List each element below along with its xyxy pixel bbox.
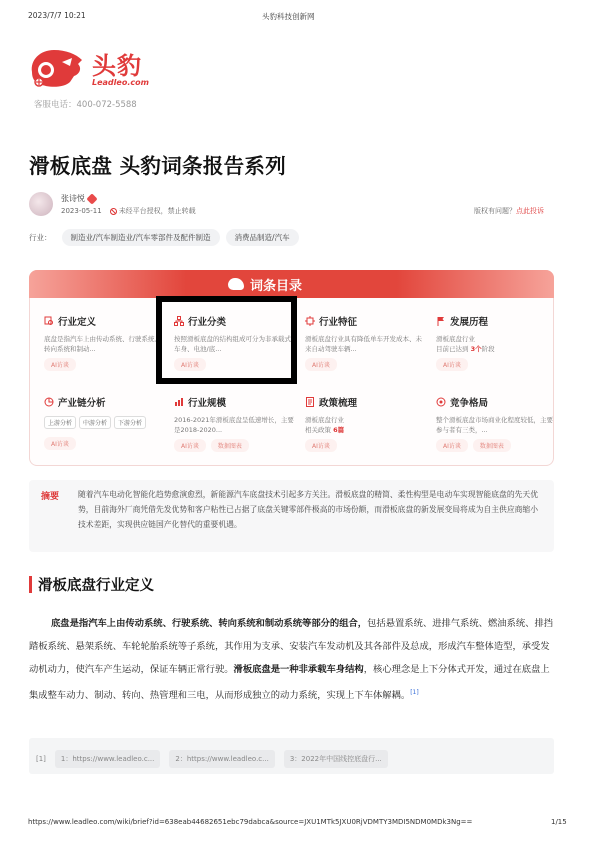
downstream-tag[interactable]: 下游分析 (114, 416, 146, 429)
gear-cross-icon (305, 316, 315, 326)
toc-item-desc: 底盘是指汽车上由传动系统、行驶系统、转向系统和制动... (44, 335, 161, 353)
toc-item-competition[interactable]: 竞争格局 整个滑板底盘市场商业化程度较低，主要参与者有三类，... AI访谈 数据图表 (436, 395, 556, 452)
publish-date: 2023-05-11 (61, 207, 102, 215)
section-title: 滑板底盘行业定义 (38, 578, 154, 594)
no-copy-icon (110, 208, 117, 215)
leopard-head-icon (228, 278, 244, 290)
avatar[interactable] (29, 192, 53, 216)
para-text-1: 包括悬置系统、进排气系统、燃油系统、排挡踏板系统、悬架系统、车轮轮胎系统等子系统，其作用为支承、安装汽车发动机及其各部件及总成，形成汽车整体造型，承受发动机动力，使汽车产生运动，保证车辆正常行驶。 (29, 618, 554, 675)
data-chart-tag[interactable]: 数据图表 (473, 439, 511, 452)
reference-chip[interactable]: 2：https://www.leadleo.c... (169, 750, 274, 768)
abstract-text: 随着汽车电动化智能化趋势愈演愈烈，新能源汽车底盘技术引起多方关注。滑板底盘的精简、柔性构型是电动车实现智能底盘的先天优势，目前海外厂商凭借先发优势和客户粘性已占据了底盘关键零部件极高的市场份额，而滑板底盘的新发展变局将成为自主供应商缩小技术差距，实现供应链国产化替代的重要机遇。 (78, 490, 539, 529)
industry-chip[interactable]: 消费品制造/汽车 (226, 229, 299, 246)
search-doc-icon (44, 316, 54, 326)
pie-icon (44, 397, 54, 407)
hotline-text: 客服电话：400-072-5588 (34, 100, 137, 110)
toc-item-definition[interactable]: 行业定义 底盘是指汽车上由传动系统、行驶系统、转向系统和制动... AI访谈 (44, 314, 164, 371)
toc-item-policy[interactable]: 政策梳理 滑板底盘行业 相关政策 6篇 AI访谈 (305, 395, 425, 452)
report-link[interactable]: 点此投诉 (516, 207, 544, 215)
toc-item-desc: 按照滑板底盘的结构组成可分为非承载式车身、电池/底... (174, 335, 291, 353)
toc-item-desc: 滑板底盘行业 目前已达到 3个阶段 (436, 335, 495, 353)
print-datetime: 2023/7/7 10:21 (28, 11, 86, 20)
industry-chip[interactable]: 制造业/汽车制造业/汽车零部件及配件制造 (62, 229, 220, 246)
copyright-notice (474, 206, 544, 216)
ai-interview-tag[interactable]: AI访谈 (174, 358, 206, 371)
toc-item-classification[interactable]: 行业分类 按照滑板底盘的结构组成可分为非承载式车身、电池/底... AI访谈 (174, 314, 294, 371)
ai-interview-tag[interactable]: AI访谈 (436, 439, 468, 452)
reference-chip[interactable]: 1：https://www.leadleo.c... (55, 750, 160, 768)
upstream-tag[interactable]: 上游分析 (44, 416, 76, 429)
references-list (36, 750, 388, 768)
abstract-label: 摘要 (41, 492, 60, 502)
author-block (61, 193, 96, 204)
reference-mark[interactable]: [1] (410, 689, 419, 696)
industry-row (29, 229, 305, 246)
target-icon (436, 397, 446, 407)
industry-label: 行业： (29, 233, 52, 242)
toc-banner-title: 词条目录 (228, 274, 368, 294)
toc-item-desc: 整个滑板底盘市场商业化程度较低，主要参与者有三类，... (436, 416, 553, 434)
ai-interview-tag[interactable]: AI访谈 (44, 437, 76, 450)
toc-item-industry-chain[interactable]: 产业链分析 上游分析 中游分析 下游分析 AI访谈 (44, 395, 164, 450)
page-title: 滑板底盘 头豹词条报告系列 (29, 154, 287, 178)
para-bold-1: 底盘是指汽车上由传动系统、行驶系统、转向系统和制动系统等部分的组合， (51, 618, 368, 629)
reference-chip[interactable]: 3：2022年中国线控底盘行... (284, 750, 388, 768)
flag-icon (436, 316, 446, 326)
definition-paragraph (29, 612, 554, 707)
toc-item-history[interactable]: 发展历程 滑板底盘行业 目前已达到 3个阶段 AI访谈 (436, 314, 556, 371)
author-name[interactable]: 张诗悦 (61, 194, 85, 203)
ai-interview-tag[interactable]: AI访谈 (305, 358, 337, 371)
bars-icon (174, 397, 184, 407)
copyright-question: 版权有问题？ (474, 207, 516, 215)
leopard-logo-icon[interactable] (26, 42, 88, 92)
chain-stages (44, 416, 164, 429)
toc-item-desc: 滑板底盘行业具有降低单车开发成本、未来自动驾驶车辆... (305, 335, 422, 353)
section-accent-bar (29, 576, 32, 593)
license-text: 未经平台授权，禁止转载 (118, 207, 196, 215)
para-bold-2: 滑板底盘是一种非承载车身结构 (233, 664, 364, 675)
article-meta (61, 206, 196, 216)
print-site-title: 头豹科技创新网 (262, 12, 315, 21)
highlight-box (156, 296, 297, 384)
ai-interview-tag[interactable]: AI访谈 (305, 439, 337, 452)
toc-item-market-size[interactable]: 行业规模 2016-2021年滑板底盘呈低速增长，主要是2018-2020... AI访谈 数据图表 (174, 398, 294, 450)
references-mark: [1] (36, 755, 46, 763)
midstream-tag[interactable]: 中游分析 (79, 416, 111, 429)
brand-name: 头豹 (92, 52, 142, 80)
author-badge-icon (86, 193, 97, 204)
para-text-2: ，核心理念是上下分体式开发，通过在底盘上集成整车动力、制动、转向、热管理和三电，从而形成独立的动力系统，实现上下车体解耦。 (29, 664, 550, 702)
ai-interview-tag[interactable]: AI访谈 (44, 358, 76, 371)
ai-interview-tag[interactable]: AI访谈 (174, 439, 206, 452)
doc-icon (305, 397, 315, 407)
toc-item-characteristics[interactable]: 行业特征 滑板底盘行业具有降低单车开发成本、未来自动驾驶车辆... AI访谈 (305, 314, 425, 371)
ai-interview-tag[interactable]: AI访谈 (436, 358, 468, 371)
brand-domain: Leadleo.com (92, 78, 149, 87)
print-footer-url: https://www.leadleo.com/wiki/brief?id=638eab44682651ebc79dabca&source=JXU1MTk5JXU0RjVDMTY3MDI5NDM0MDk3Ng== (28, 818, 473, 826)
print-page-number: 1/15 (551, 818, 567, 826)
toc-item-desc: 滑板底盘行业 相关政策 6篇 (305, 416, 345, 434)
toc-item-desc: 2016-2021年滑板底盘呈低速增长，主要是2018-2020... (174, 416, 294, 434)
data-chart-tag[interactable]: 数据图表 (211, 439, 249, 452)
